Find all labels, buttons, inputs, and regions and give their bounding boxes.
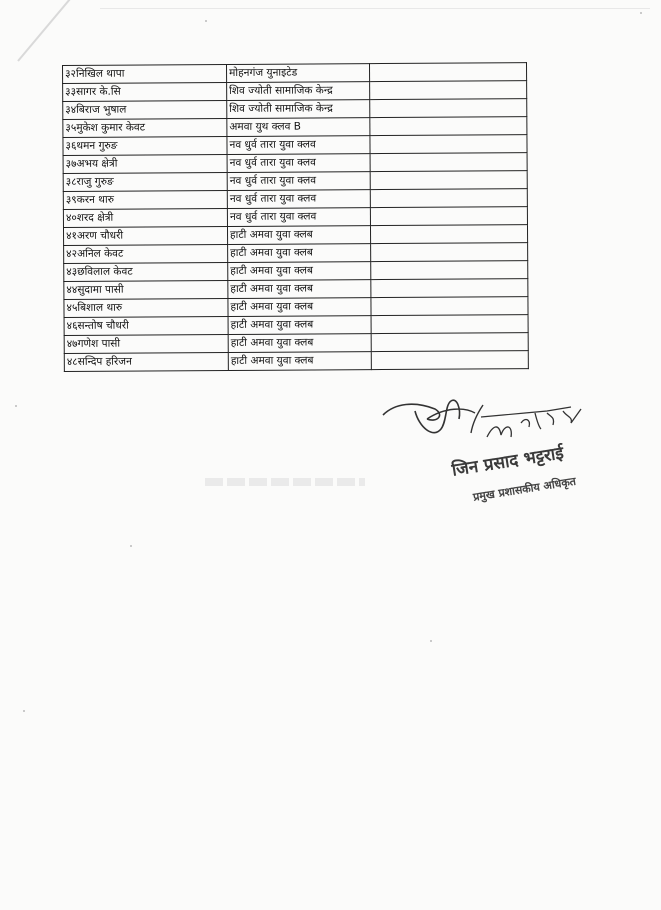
player-name: बिराज भुषाल <box>76 103 127 116</box>
player-name: राजु गुरुङ <box>76 175 114 188</box>
player-name: निखिल थापा <box>75 67 125 80</box>
club-name: हाटी अमवा युवा क्लब <box>228 316 371 335</box>
player-cell <box>63 136 227 155</box>
row-number: ४१ <box>66 229 78 242</box>
row-number: ४५ <box>66 301 78 314</box>
row-number: ३७ <box>65 157 77 170</box>
row-number: ३६ <box>65 139 77 152</box>
bleed-through-text <box>205 478 365 486</box>
player-cell <box>63 226 227 245</box>
stamp-name: जिन प्रसाद भट्टराई <box>450 443 566 481</box>
player-list-table <box>62 62 529 372</box>
player-cell <box>64 316 228 335</box>
empty-cell <box>370 135 527 154</box>
page-edge-line <box>100 8 650 9</box>
scan-speck <box>640 12 642 14</box>
player-cell <box>63 64 227 83</box>
row-number: ४३ <box>66 265 78 278</box>
scan-speck <box>23 710 25 712</box>
player-cell <box>64 298 228 317</box>
player-name: सन्दिप हरिजन <box>77 355 132 368</box>
player-cell <box>64 280 228 299</box>
player-cell <box>64 334 228 353</box>
player-cell <box>64 352 228 371</box>
empty-cell <box>370 225 527 244</box>
empty-cell <box>371 297 528 316</box>
player-cell <box>63 118 227 137</box>
player-name: अभय क्षेत्री <box>76 157 118 170</box>
empty-cell <box>371 351 528 370</box>
row-number: ३९ <box>65 193 77 206</box>
player-cell <box>64 262 228 281</box>
scan-speck <box>205 20 207 22</box>
player-name: सन्तोष चौधरी <box>77 319 129 332</box>
row-number: ३२ <box>65 67 77 80</box>
player-name: मुकेश कुमार केवट <box>76 121 146 134</box>
player-cell <box>63 82 227 101</box>
empty-cell <box>370 189 527 208</box>
empty-cell <box>370 171 527 190</box>
empty-cell <box>371 243 528 262</box>
player-cell <box>63 100 227 119</box>
club-name: नव धुर्व तारा युवा क्लव <box>227 208 370 227</box>
club-name: शिव ज्योती सामाजिक केन्द्र <box>227 82 370 101</box>
empty-cell <box>369 63 526 82</box>
empty-cell <box>371 315 528 334</box>
club-name: नव धुर्व तारा युवा क्लव <box>227 136 370 155</box>
row-number: ४२ <box>66 247 78 260</box>
player-name: सुदामा पासी <box>77 283 124 296</box>
scan-speck <box>15 405 17 407</box>
empty-cell <box>371 333 528 352</box>
club-name: नव धुर्व तारा युवा क्लव <box>227 190 370 209</box>
player-name: अनिल केवट <box>77 247 124 260</box>
empty-cell <box>371 279 528 298</box>
row-number: ३८ <box>65 175 77 188</box>
player-name: गणेश पासी <box>77 337 121 350</box>
row-number: ३३ <box>65 85 77 98</box>
row-number: ४८ <box>66 355 78 368</box>
club-name: मोहनगंज युनाइटेड <box>226 64 369 83</box>
player-name: छविलाल केवट <box>77 265 133 278</box>
club-name: हाटी अमवा युवा क्लब <box>228 244 371 263</box>
player-name: शरद क्षेत्री <box>76 211 114 224</box>
row-number: ४४ <box>66 283 78 296</box>
row-number: ४६ <box>66 319 78 332</box>
player-name: सागर के.सि <box>76 85 121 98</box>
player-cell <box>63 208 227 227</box>
scan-speck <box>430 640 432 642</box>
club-name: हाटी अमवा युवा क्लब <box>228 334 371 353</box>
club-name: हाटी अमवा युवा क्लब <box>228 280 371 299</box>
club-name: नव धुर्व तारा युवा क्लव <box>227 154 370 173</box>
player-name: बिशाल थारु <box>77 301 123 314</box>
club-name: नव धुर्व तारा युवा क्लव <box>227 172 370 191</box>
club-name: अमवा युथ क्लव B <box>227 118 370 137</box>
empty-cell <box>370 81 527 100</box>
row-number: ४७ <box>66 337 78 350</box>
club-name: हाटी अमवा युवा क्लब <box>228 298 371 317</box>
player-cell <box>64 244 228 263</box>
stamp-title: प्रमुख प्रशासकीय अधिकृत <box>472 474 577 504</box>
row-number: ४० <box>65 211 77 224</box>
player-name: करन थारु <box>76 193 115 206</box>
empty-cell <box>370 153 527 172</box>
empty-cell <box>370 117 527 136</box>
club-name: हाटी अमवा युवा क्लब <box>227 226 370 245</box>
club-name: शिव ज्योती सामाजिक केन्द्र <box>227 100 370 119</box>
player-cell <box>63 154 227 173</box>
scan-speck <box>130 545 132 547</box>
empty-cell <box>371 261 528 280</box>
row-number: ३५ <box>65 121 77 134</box>
club-name: हाटी अमवा युवा क्लब <box>228 262 371 281</box>
player-cell <box>63 172 227 191</box>
player-name: अरण चौधरी <box>76 229 124 242</box>
club-name: हाटी अमवा युवा क्लब <box>228 352 371 371</box>
empty-cell <box>370 207 527 226</box>
player-name: थमन गुरुङ <box>76 139 118 152</box>
row-number: ३४ <box>65 103 77 116</box>
table-row <box>64 351 528 372</box>
player-cell <box>63 190 227 209</box>
empty-cell <box>370 99 527 118</box>
